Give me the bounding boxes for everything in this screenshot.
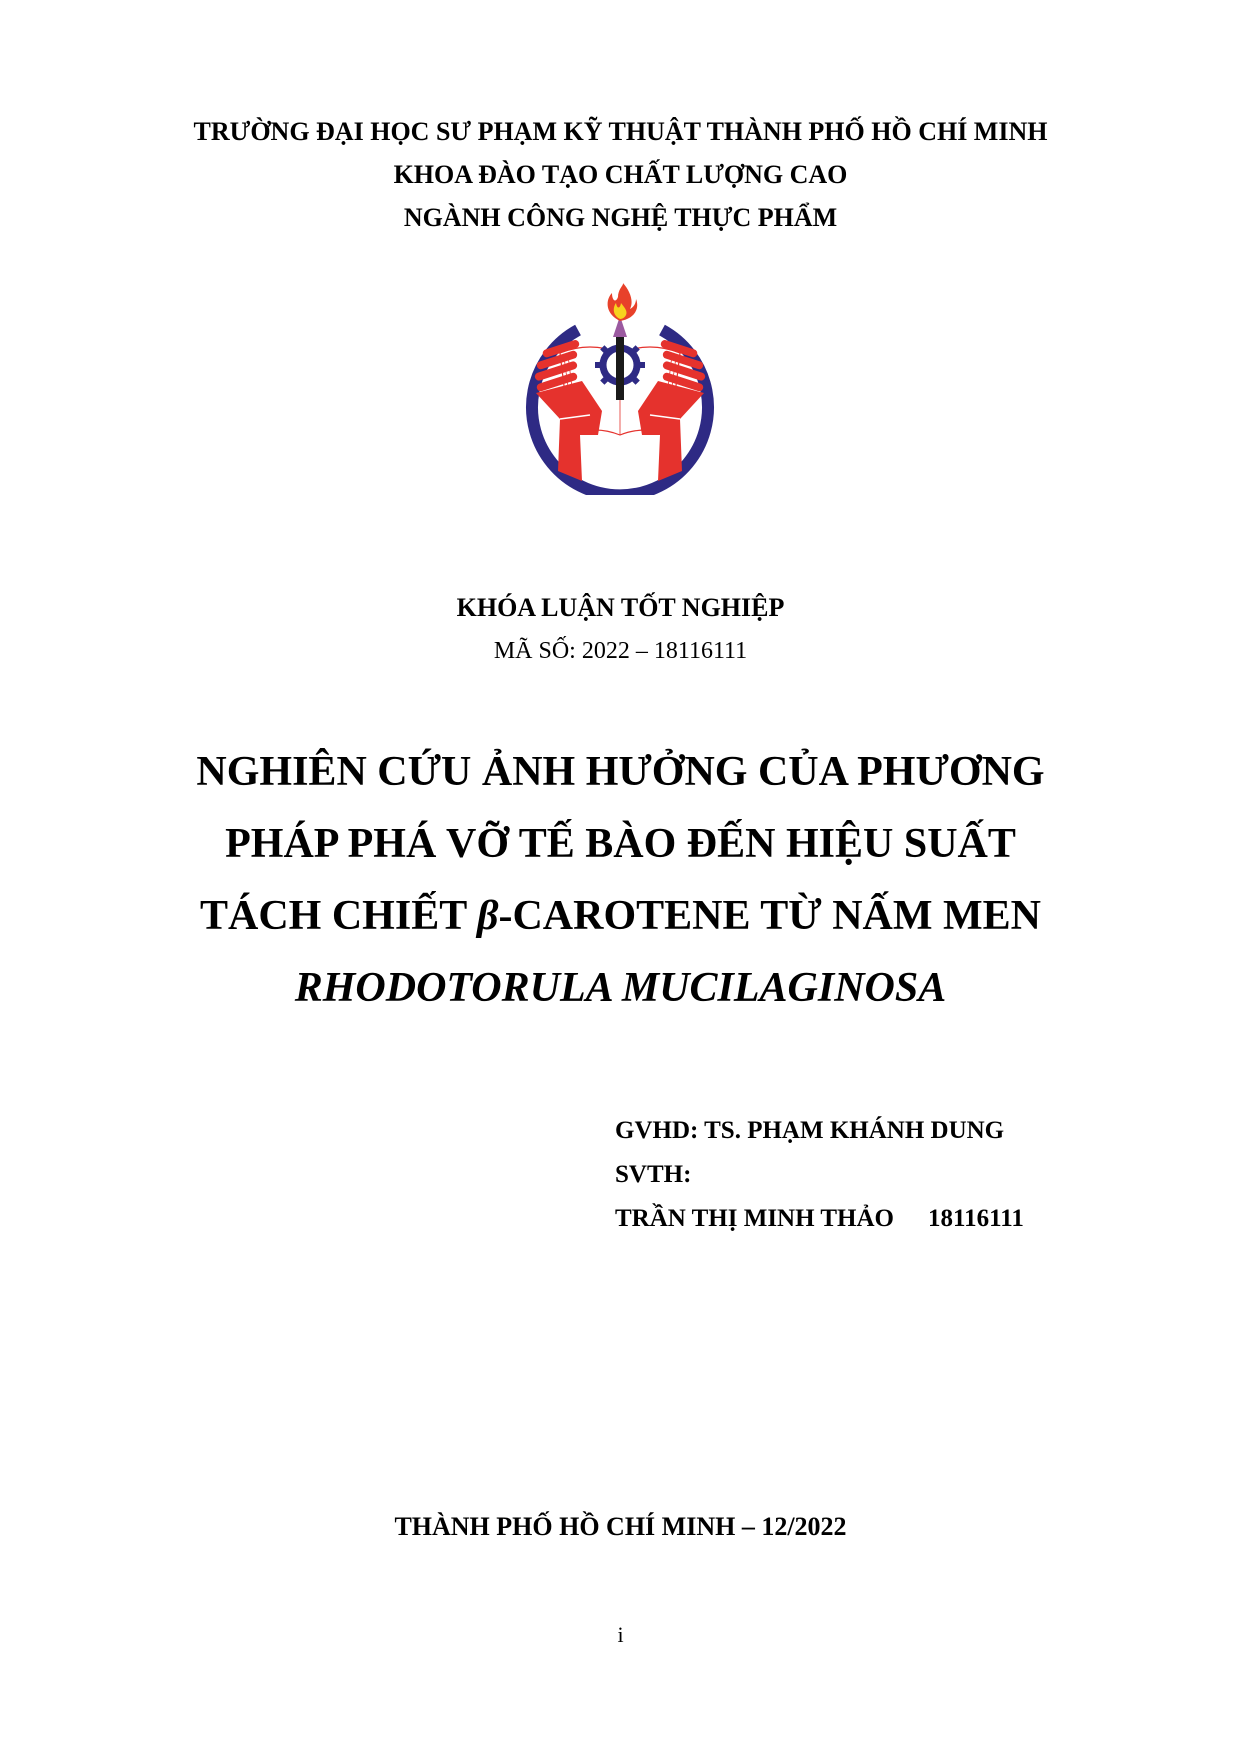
major-name: NGÀNH CÔNG NGHỆ THỰC PHẨM <box>403 203 838 232</box>
title-line-3-suffix: -CAROTENE TỪ NẤM MEN <box>498 893 1041 939</box>
student-id: 18116111 <box>928 1205 1024 1232</box>
title-line-3-prefix: TÁCH CHIẾT <box>200 893 477 939</box>
beta-symbol: β <box>476 893 499 939</box>
university-name: TRƯỜNG ĐẠI HỌC SƯ PHẠM KỸ THUẬT THÀNH PHỐ HỒ CHÍ MINH <box>193 117 1048 146</box>
thesis-title-line-2: PHÁP PHÁ VỠ TẾ BÀO ĐẾN HIỆU SUẤT <box>225 821 1016 867</box>
thesis-title-line-1: NGHIÊN CỨU ẢNH HƯỞNG CỦA PHƯƠNG <box>196 749 1045 795</box>
student-name: TRẦN THỊ MINH THẢO <box>615 1205 894 1232</box>
university-logo-icon <box>520 283 720 495</box>
thesis-type: KHÓA LUẬN TỐT NGHIỆP <box>456 593 785 622</box>
advisor-line: GVHD: TS. PHẠM KHÁNH DUNG <box>615 1117 1005 1144</box>
student-line <box>615 1204 1024 1234</box>
thesis-code: MÃ SỐ: 2022 – 18116111 <box>493 638 748 664</box>
species-name: RHODOTORULA MUCILAGINOSA <box>294 965 947 1011</box>
place-date: THÀNH PHỐ HỒ CHÍ MINH – 12/2022 <box>394 1512 847 1541</box>
thesis-title-line-3 <box>0 891 1241 941</box>
faculty-name: KHOA ĐÀO TẠO CHẤT LƯỢNG CAO <box>393 160 848 189</box>
student-label: SVTH: <box>615 1161 692 1188</box>
page-number: i <box>617 1622 624 1647</box>
